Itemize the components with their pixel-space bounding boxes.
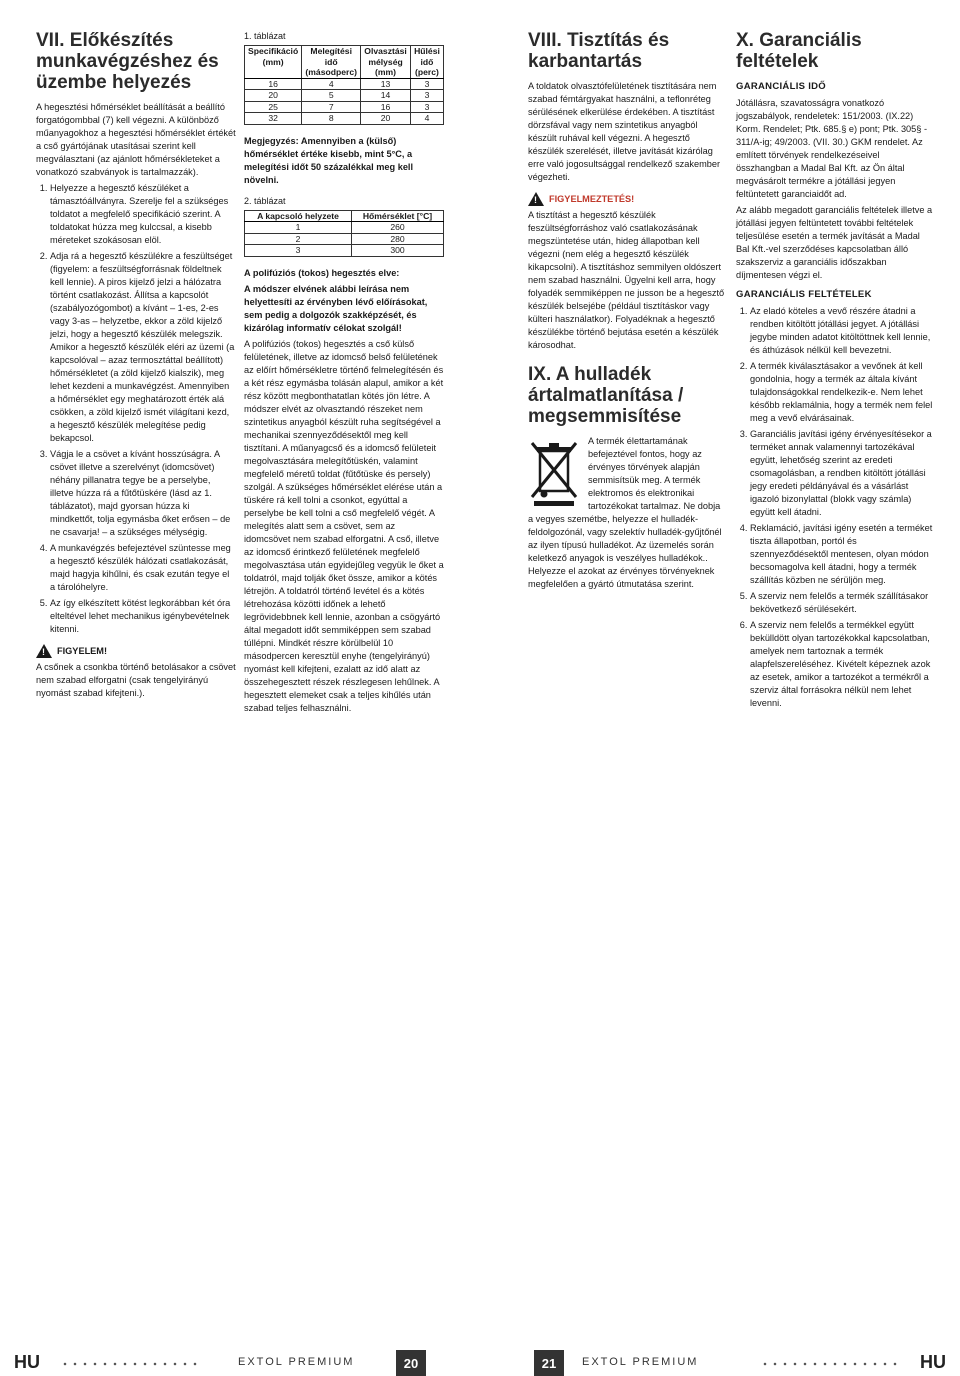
table-cell: 3 xyxy=(410,101,443,113)
disposal-paragraph: A termék élettartamának befejeztével fontos, hogy az érvényes törvények alapján semmisítsük meg. A termék elektromos és elektronikai tartozékokat tartalmaz. Ne dobja a vegyes szemétbe, helyezze el hulladék-feldolgozónál, vagy szelektív hulladék-gyűjtőnél az ilyen típusú hulladékot. Az üzemelés során keletkező anyagok is veszélyes hulladékok.. Helyezze el azokat az érvényes törvényeknek megfelelően a gyártó útmutatása szerint. xyxy=(528,436,722,589)
table-cell: 25 xyxy=(245,101,302,113)
table2-header: Hőmérséklet [°C] xyxy=(352,210,444,222)
condition-item: 1. Az eladó köteles a vevő részére átadni a rendben kitöltött jótállási jegyet. A jótállási jegybe minden adatot kitöltöttnek kell lennie, és áthúzások nélkül kell bevezetni. xyxy=(750,305,934,357)
warranty-conditions-heading: GARANCIÁLIS FELTÉTELEK xyxy=(736,289,872,300)
table-cell: 16 xyxy=(245,78,302,90)
table-cell: 20 xyxy=(361,113,411,125)
warning-icon xyxy=(36,644,52,658)
warranty-time-paragraph-2: Az alább megadott garanciális feltételek illetve a jótállási jegyen feltüntetett további feltételek teljesülése esetén a termék javítását a Madal Bal Kft.-vel szerződéses kapcsolatban álló szakszerviz a garanciális időszakban díjmentesen végzi el. xyxy=(736,205,933,280)
table-cell: 280 xyxy=(352,233,444,245)
principle-paragraph: A polifúziós (tokos) hegesztés a cső külső felületének, illetve az idomcső belső felületének az előírt hőmérsékletre történő felmelegítésén és a két rész egymásba tolásán alapul, amikor a két rész között megbonthatatlan kötés jön létre. A módszer elvét az olvasztandó részeket nem szintetikus anyagból készült ruha segítségével a mechanikai szennyeződésektől meg kell tisztítani. A műanyagcső és a idomcső felületeit megolvasztására melegítőtüskén, valamint megfelelő méretű toldat (fűtőtüske és persely) szolgál. A szükséges hőmérséklet elérése után a tüskére rá kell tolni a csonkot, egyúttal a perselybe be kell tolni a cső megfelelő végét. A melegítés alatt sem a csövet, sem az idomcsövet nem szabad elforgatni. A cső, illetve az idomcső érintkező felületének megfelelő megolvasztása után egyidejűleg vegyük le őket a toldatról, majd tolják őket össze, amikor a kötés létrejön. A toldatról történő levétel és a kötés létrehozása közötti időnek a lehető legrövidebbnek kell lennie, azonban a csögyártó által megadott időt semmiképpen sem szabad túllépni. Mindkét részre körülbelül 10 másodpercen keresztül enyhe (tengelyirányú) nyomást kell kifejteni, ezalatt az idő alatt az összehegesztett részek részlegesen lehűlnek. A hegesztett elemeket csak a teljes kihűlés után szabad teljes felhasználni. xyxy=(244,338,444,713)
table-1 xyxy=(244,45,444,125)
table-row xyxy=(245,245,444,257)
cleaning-paragraph: A toldatok olvasztófelületének tisztítására nem szabad fémtárgyakat használni, a teflonréteg sérülésének elkerülése érdekében. A tisztítást dörzsfával vagy nem szintetikus anyagból készült ruhával kell végezni. A hegesztő készülék szerelését, illetve javítását kizárólag erre való jogosultsággal rendelkező szakember végezheti. xyxy=(528,81,721,182)
table-cell: 20 xyxy=(245,90,302,102)
table-cell: 2 xyxy=(245,233,352,245)
language-code-right: HU xyxy=(920,1352,946,1372)
principle-subheading: A polifúziós (tokos) hegesztés elve: xyxy=(244,267,400,278)
table-row xyxy=(245,78,444,90)
table-cell: 4 xyxy=(410,113,443,125)
page-number-right: 21 xyxy=(534,1350,564,1376)
table-cell: 5 xyxy=(302,90,361,102)
table-cell: 16 xyxy=(361,101,411,113)
crossed-bin-icon xyxy=(528,439,580,507)
column-1 xyxy=(36,30,236,703)
warning-text: A csőnek a csonkba történő betolásakor a csövet nem szabad elforgatni (csak tengelyirányú nyomást szabad kifejteni.). xyxy=(36,662,236,698)
language-code-left: HU xyxy=(14,1352,40,1372)
section-title-vii: VII. Előkészítés munkavégzéshez és üzembe helyezés xyxy=(36,30,219,93)
step-3: 3. Vágja le a csövet a kívánt hosszúságra. A csövet illetve a szerelvényt (idomcsövet) néhány pillanatra tegye be a perselybe, illetve húzza rá a fűtőtüskére (lásd az 1. táblázatot), majd gyorsan húzza ki mindkettőt, tolja egymásba őket erősen – de ne csavarja! – a szükséges mélységig. xyxy=(50,448,236,539)
table-row xyxy=(245,90,444,102)
table-row xyxy=(245,101,444,113)
warning-icon xyxy=(528,192,544,206)
column-4 xyxy=(736,30,934,713)
section-title-viii: VIII. Tisztítás és karbantartás xyxy=(528,30,670,72)
condition-item: 2. A termék kiválasztásakor a vevőnek át kell gondolnia, hogy a termék az általa kívánt tulajdonságokkal rendelkezik-e. Nem lehet később reklamálnia, hogy a termék nem felel meg a vevő elvárásainak. xyxy=(750,360,934,425)
table2-caption: 2. táblázat xyxy=(244,195,286,206)
table-row xyxy=(245,222,444,234)
table-cell: 3 xyxy=(410,90,443,102)
table-row xyxy=(245,233,444,245)
table-cell: 3 xyxy=(410,78,443,90)
table-cell: 3 xyxy=(245,245,352,257)
table1-header: Hűlési idő (perc) xyxy=(410,46,443,79)
step-2: 2. Adja rá a hegesztő készülékre a feszültséget (figyelem: a feszültségforrásnak földeltnek kell lennie). A piros kijelző jelzi a hálózatra történt csatlakozást. Állítsa a kapcsolót (szabályozógombot) a kívánt – 1-es, 2-es vagy 3-as – helyzetbe, ekkor a zöld kijelző jelzi, hogy a hegesztő készülék melegszik. Amikor a hegesztő készülék eléri az üzemi (a kapcsolóval – azaz termosztáttal beállított) hőmérsékletet (a zöld kijelző kialszik), meg lehet kezdeni a munkavégzést. Amennyiben a hőmérséklet egy meghatározott érték alá csökken, a zöld kijelző ismét világítani kezd, a hegesztő készülék melegítése pedig bekapcsol. xyxy=(50,250,236,445)
table1-header: Olvasztási mélység (mm) xyxy=(361,46,411,79)
caution-label: FIGYELMEZTETÉS! xyxy=(549,193,635,204)
table-cell: 1 xyxy=(245,222,352,234)
table1-caption: 1. táblázat xyxy=(244,31,286,41)
table1-note: Megjegyzés: Amennyiben a (külső) hőmérséklet értéke kisebb, mint 5°C, a melegítési időt 50 százalékkal meg kell növelni. xyxy=(244,135,414,185)
table1-header: Melegítési idő (másodperc) xyxy=(302,46,361,79)
table-cell: 300 xyxy=(352,245,444,257)
column-2 xyxy=(244,30,444,718)
page-footer xyxy=(0,670,960,1372)
caution-text: A tisztítást a hegesztő készülék feszültségforráshoz való csatlakozásának megszüntetése után, hideg állapotban kell végezni (nem elég a hegesztő készülék kikapcsolni). A tisztításhoz semmilyen oldószert nem szabad használni. Ügyelni kell arra, hogy folyadék semmiképpen ne jusson be a hegesztő készülék belsejébe (például tisztításkor vagy külteri használatkor). Folyadéknak a hegesztő készülékbe történő bejutása esetén a készülék károsodhat. xyxy=(528,210,725,350)
step-4: 4. A munkavégzés befejeztével szüntesse meg a hegesztő készülék hálózati csatlakozását, majd hagyja kihűlni, és csak ezután tegye el a tárolóhelyre. xyxy=(50,542,236,594)
condition-item: 5. A szerviz nem felelős a termék szállításakor bekövetkező sérülésekért. xyxy=(750,590,934,616)
table-cell: 260 xyxy=(352,222,444,234)
brand-left: EXTOL PREMIUM xyxy=(238,1356,355,1368)
intro-paragraph: A hegesztési hőmérséklet beállítását a beállító forgatógombbal (7) kell végezni. A különböző műanyagokhoz a hegesztési hőmérséklet értékét a cső gyártójának utasításai szerint kell megválasztani (az ajánlott hőmérsékleteket a vonatkozó szabványok is tartalmazzák). xyxy=(36,102,236,177)
table-cell: 13 xyxy=(361,78,411,90)
step-5: 5. Az így elkészített kötést legkorábban két óra elteltével lehet mechanikus igénybevételnek kitenni. xyxy=(50,597,236,636)
page-number-left: 20 xyxy=(396,1350,426,1376)
setup-steps xyxy=(36,182,236,636)
warranty-conditions-list xyxy=(736,305,934,710)
step-1: 1. Helyezze a hegesztő készüléket a támasztóállványra. Szerelje fel a szükséges toldatot a megfelelő specifikáció szerint. A toldatokat húzza meg kulccsal, a kisebb méreteket szokásosan elöl. xyxy=(50,182,236,247)
condition-item: 4. Reklamáció, javítási igény esetén a terméket tiszta állapotban, portól és szennyeződésektől mentesen, olyan módon becsomagolva kell átadni, hogy a termék szállítás közben ne sérüljön meg. xyxy=(750,522,934,587)
column-3 xyxy=(528,30,725,594)
table-row xyxy=(245,113,444,125)
table-cell: 32 xyxy=(245,113,302,125)
condition-item: 6. A szerviz nem felelős a termékkel együtt bekülldött olyan tartozékokkal kapcsolatban, amelyek nem tartoznak a termék alapfelszereléséhez. Kivételt képeznek azok az esetek, amikor a tartozékot a termékről a szerviz által forrásokra nélkül nem lehet levenni. xyxy=(750,619,934,710)
table-cell: 7 xyxy=(302,101,361,113)
warranty-time-heading: GARANCIÁLIS IDŐ xyxy=(736,81,826,92)
table-cell: 4 xyxy=(302,78,361,90)
table-2 xyxy=(244,210,444,257)
table-cell: 14 xyxy=(361,90,411,102)
table-cell: 8 xyxy=(302,113,361,125)
footer-dots-right xyxy=(760,1361,900,1367)
warning-label: FIGYELEM! xyxy=(57,645,108,656)
warranty-time-paragraph-1: Jótállásra, szavatosságra vonatkozó jogszabályok, rendeletek: 151/2003. (IX.22) Korm. Rendelet; Ptk. 685.§ e) pont; Ptk. 305§ - 311/A-ig; 49/2003. (VII. 30.) GKM rendelet. Az említett törvények rendelkezéseivel összhangban a Madal Bal Kft. az Ön által megvásárolt termékre a jótállási jegyen feltüntetett garanciaidőt ad. xyxy=(736,98,927,199)
table1-header: Specifikáció (mm) xyxy=(245,46,302,79)
table2-header: A kapcsoló helyzete xyxy=(245,210,352,222)
condition-item: 3. Garanciális javítási igény érvényesítésekor a terméket annak valamennyi tartozékával együtt, lehetőség szerint az eredeti csomagolásban, a rendben kitöltött jótállási jegy eredeti példányával és a vásárlást igazoló bizonylattal (blokk vagy számla) együtt kell átadni. xyxy=(750,428,934,519)
footer-dots-left xyxy=(60,1361,200,1367)
disclaimer-paragraph: A módszer elvének alábbi leírása nem helyettesíti az érvényben lévő előírásokat, sem pedig a dolgozók szakképzését, és kizárólag informatív célokat szolgál! xyxy=(244,283,428,333)
warning-heading xyxy=(36,644,236,658)
brand-right: EXTOL PREMIUM xyxy=(582,1356,699,1368)
section-title-ix: IX. A hulladék ártalmatlanítása / megsemmisítése xyxy=(528,364,684,427)
caution-heading xyxy=(528,192,725,206)
section-title-x: X. Garanciális feltételek xyxy=(736,30,862,72)
